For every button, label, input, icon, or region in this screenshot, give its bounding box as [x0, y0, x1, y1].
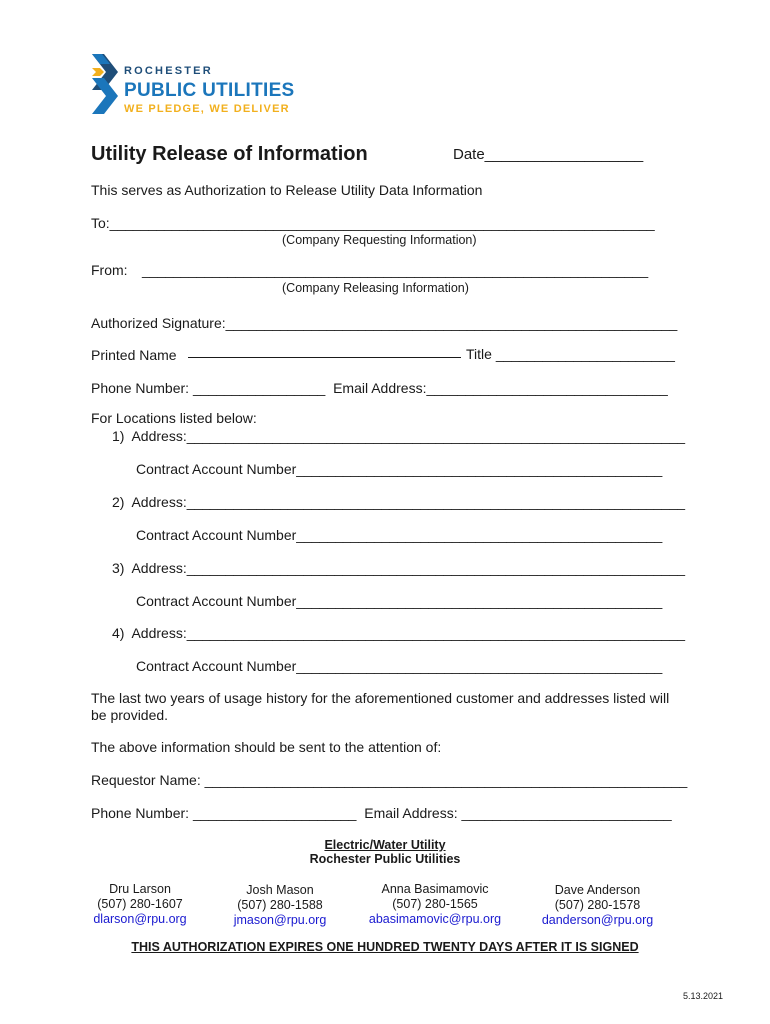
phone-email-field[interactable]: Phone Number: _________________ Email Address:_______________________________ [91, 380, 668, 396]
location-2-account[interactable]: Contract Account Number_______________________________________________ [136, 527, 663, 543]
to-field[interactable]: To:______________________________________________________________________ [91, 215, 655, 231]
contact-card [360, 882, 510, 927]
rpu-logo [90, 50, 340, 120]
location-4-address[interactable]: 4) Address:________________________________________________________________ [112, 625, 686, 641]
contact-name: Josh Mason [246, 883, 314, 897]
location-2-address[interactable]: 2) Address:________________________________________________________________ [112, 494, 686, 510]
location-1-address[interactable]: 1) Address:________________________________________________________________ [112, 428, 686, 444]
footer-heading-rpu: Rochester Public Utilities [309, 852, 461, 866]
printed-name-field[interactable] [188, 357, 461, 358]
requestor-phone-email-field[interactable]: Phone Number: _____________________ Email Address: ___________________________ [91, 805, 672, 821]
authorized-signature-field[interactable]: Authorized Signature:__________________________________________________________ [91, 315, 678, 331]
location-1-account[interactable]: Contract Account Number_______________________________________________ [136, 461, 663, 477]
location-3-address[interactable]: 3) Address:________________________________________________________________ [112, 560, 686, 576]
logo-line1: ROCHESTER [124, 65, 213, 77]
to-caption: (Company Requesting Information) [282, 233, 477, 247]
date-field[interactable]: Date___________________ [453, 146, 644, 163]
contact-email[interactable]: dlarson@rpu.org [93, 912, 187, 926]
from-field[interactable]: _________________________________________________________________ [142, 262, 649, 278]
contact-phone: (507) 280-1607 [97, 897, 183, 911]
contact-phone: (507) 280-1565 [392, 897, 478, 911]
contact-phone: (507) 280-1588 [237, 898, 323, 912]
intro-text: This serves as Authorization to Release Utility Data Information [91, 182, 483, 198]
version-date: 5.13.2021 [683, 991, 724, 1001]
location-3-account[interactable]: Contract Account Number_______________________________________________ [136, 593, 663, 609]
contact-email[interactable]: abasimamovic@rpu.org [368, 912, 502, 926]
from-caption: (Company Releasing Information) [282, 281, 469, 295]
contact-phone: (507) 280-1578 [554, 898, 641, 912]
contact-name: Anna Basimamovic [381, 882, 489, 896]
logo-line2: PUBLIC UTILITIES [124, 80, 295, 101]
footer-heading-utility: Electric/Water Utility [324, 838, 446, 852]
contact-card [80, 882, 200, 927]
requestor-name-field[interactable]: Requestor Name: ______________________________________________________________ [91, 772, 688, 788]
from-label: From: [91, 262, 128, 278]
usage-text-line2: be provided. [91, 707, 169, 723]
contact-name: Dave Anderson [554, 883, 641, 897]
contact-card [220, 883, 340, 928]
title-field[interactable]: Title _______________________ [466, 346, 675, 362]
printed-name-label: Printed Name [91, 347, 177, 363]
location-4-account[interactable]: Contract Account Number_______________________________________________ [136, 658, 663, 674]
contact-name: Dru Larson [109, 882, 171, 896]
usage-text-line1: The last two years of usage history for the aforementioned customer and addresses listed will [91, 690, 670, 706]
logo-tagline: WE PLEDGE, WE DELIVER [124, 103, 290, 115]
expiry-notice: THIS AUTHORIZATION EXPIRES ONE HUNDRED TWENTY DAYS AFTER IT IS SIGNED [131, 940, 639, 954]
contact-card [530, 883, 665, 928]
contact-email[interactable]: jmason@rpu.org [233, 913, 327, 927]
locations-label: For Locations listed below: [91, 410, 257, 426]
form-title: Utility Release of Information [91, 143, 368, 165]
rpu-chevron-logo-icon [90, 52, 122, 116]
contact-email[interactable]: danderson@rpu.org [541, 913, 654, 927]
attention-text: The above information should be sent to the attention of: [91, 739, 442, 755]
